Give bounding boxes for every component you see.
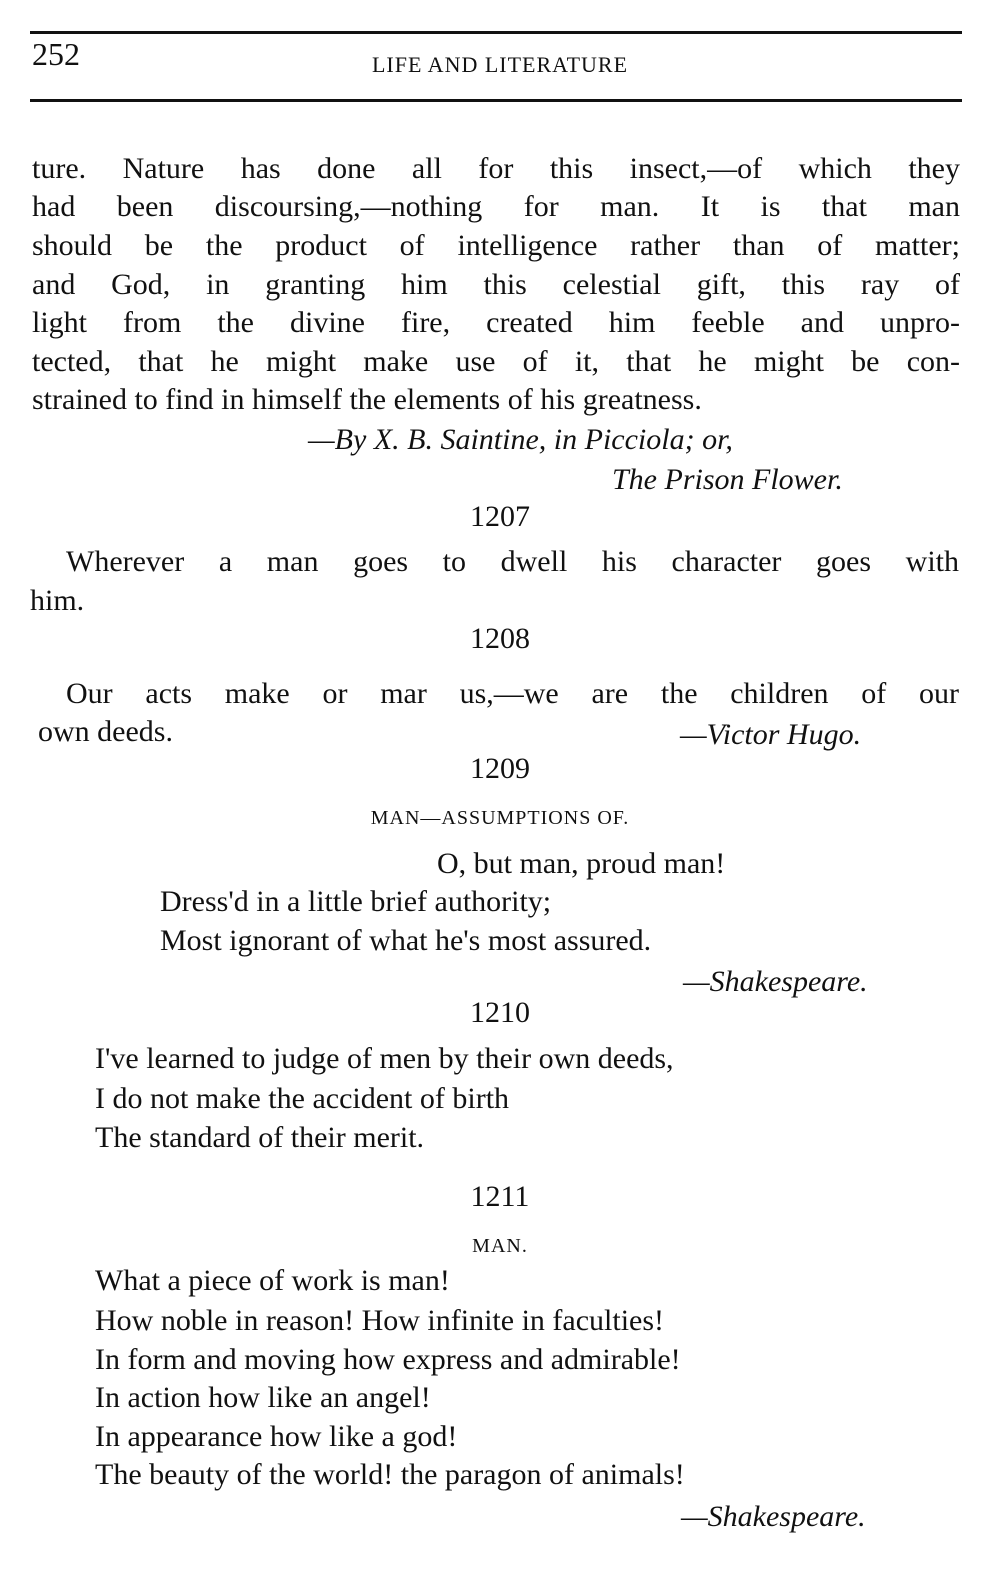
verse-line: Most ignorant of what he's most assured. [160,924,652,957]
attribution: —By X. B. Saintine, in Picciola; or, [308,423,733,456]
attribution: —Victor Hugo. [680,718,862,751]
running-title: LIFE AND LITERATURE [371,52,629,77]
passage-line: and God, in granting him this celestial gift, this ray of [32,268,960,301]
passage-line: had been discoursing,—nothing for man. It is that man [32,190,960,223]
quote-line: him. [30,584,85,617]
passage-line: tected, that he might make use of it, that he might be con- [32,345,960,378]
entry-number: 1209 [470,752,530,785]
verse-line: What a piece of work is man! [95,1264,450,1297]
entry-heading: MAN—ASSUMPTIONS OF. [370,807,630,829]
passage-line: strained to find in himself the elements of his greatness. [32,383,702,416]
verse-line: How noble in reason! How infinite in faculties! [95,1304,665,1337]
verse-line: In appearance how like a god! [95,1420,458,1453]
page-number: 252 [32,36,80,72]
passage-line: light from the divine fire, created him feeble and unpro- [32,306,960,339]
quote-line: Our acts make or mar us,—we are the children of our [66,677,959,710]
attribution: —Shakespeare. [683,965,868,998]
passage-line: should be the product of intelligence rather than of matter; [32,229,960,262]
attribution: The Prison Flower. [612,463,843,496]
verse-line: The beauty of the world! the paragon of animals! [95,1458,685,1491]
verse-line: Dress'd in a little brief authority; [160,885,552,918]
header-bottom-rule [30,99,962,102]
verse-line: In action how like an angel! [95,1381,431,1414]
verse-line: In form and moving how express and admirable! [95,1343,681,1376]
entry-heading: MAN. [472,1235,528,1257]
header-top-rule [30,31,962,34]
entry-number: 1208 [470,622,530,655]
verse-line: O, but man, proud man! [437,847,726,880]
entry-number: 1207 [470,500,530,533]
entry-number: 1210 [470,996,530,1029]
verse-line: I do not make the accident of birth [95,1082,510,1115]
passage-line: ture. Nature has done all for this insect,—of which they [32,152,960,185]
verse-line: The standard of their merit. [95,1121,425,1154]
quote-line: own deeds. [38,715,173,748]
entry-number: 1211 [470,1180,530,1213]
attribution: —Shakespeare. [681,1500,866,1533]
quote-line: Wherever a man goes to dwell his character goes with [66,545,959,578]
verse-line: I've learned to judge of men by their own deeds, [95,1042,674,1075]
